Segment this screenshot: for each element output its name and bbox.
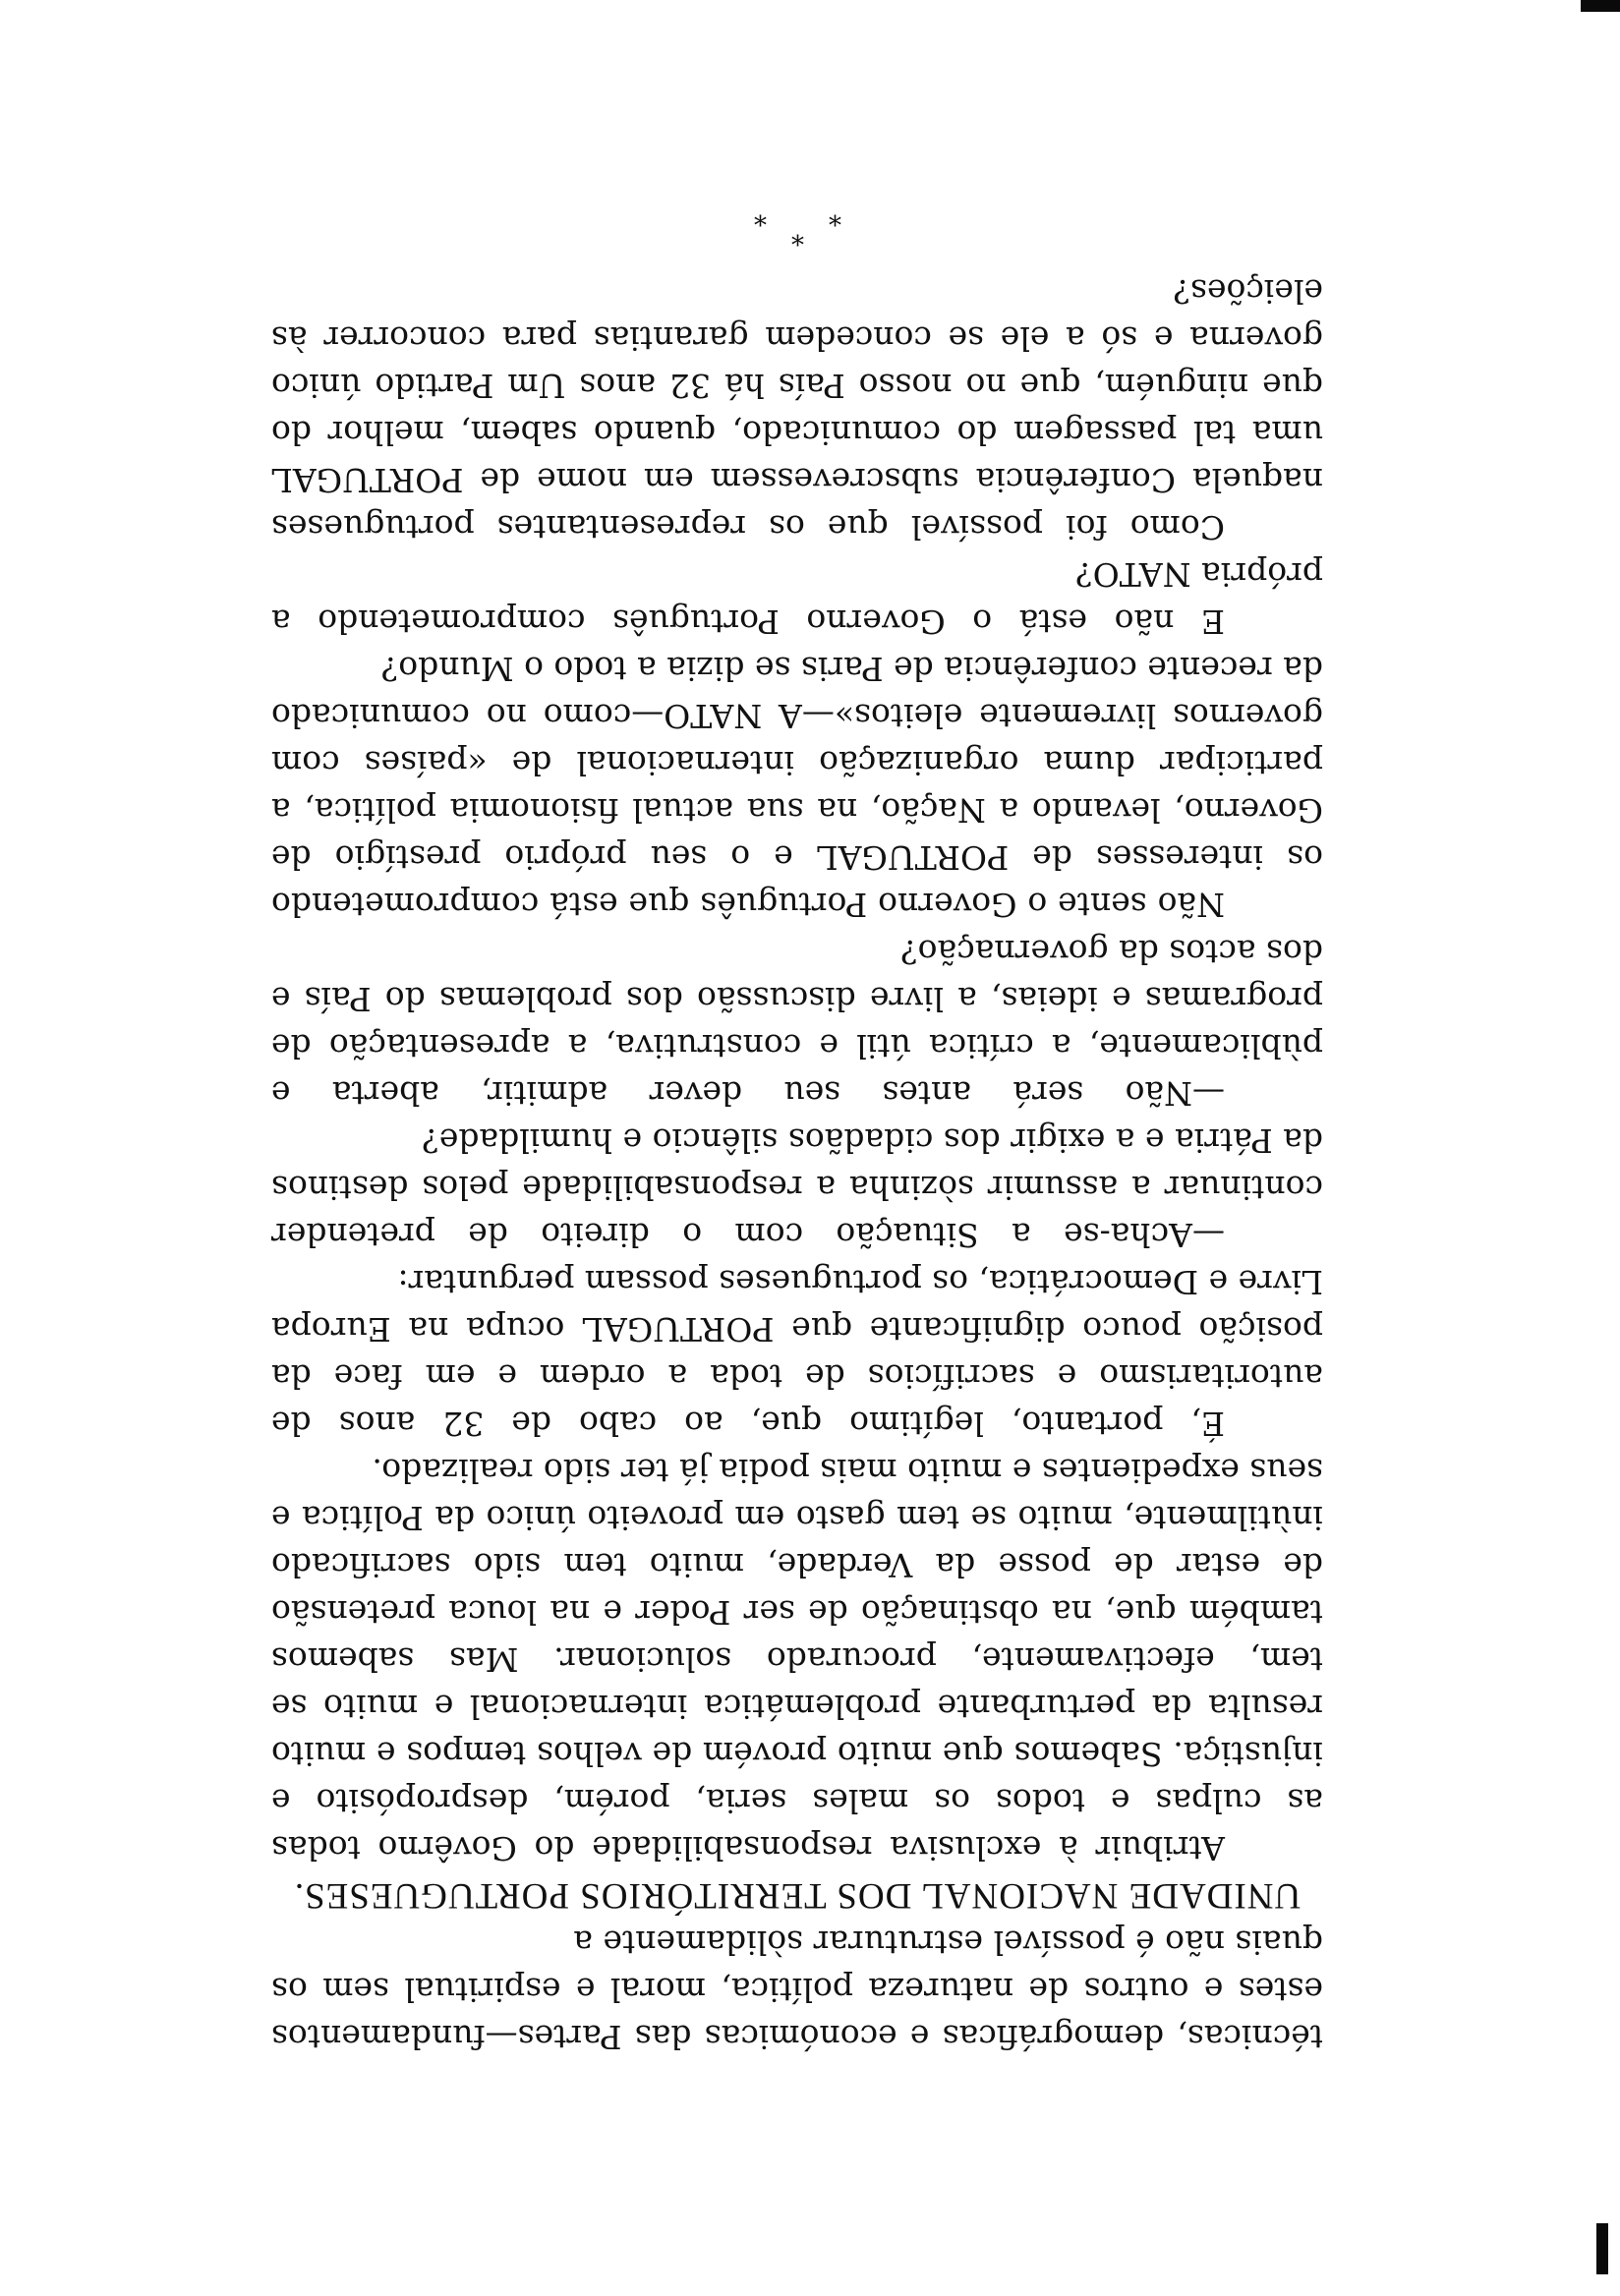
opening-fragment: técnicas, demográficas e económicas das Partes—fundamentos estes e outros de natureza política, moral e espiritual sem os quais não é possível estruturar sòlidamente a — [271, 1923, 1323, 2056]
paragraph-4: —Não será antes seu dever admitir, aberta e pùblicamente, a crítica útil e construtiva, a apresentação de programas e ideias, a livre discussão dos problemas do País e dos actos da governação? — [271, 933, 1323, 1113]
paragraph-5: Não sente o Governo Português que está comprometendo os interesses de PORTUGAL e o seu próprio prestígio de Governo, levando a Nação, na sua actual fisionomia política, a participar duma organização internacional de «países com governos livremente eleitos»—A NATO—como no comunicado da recente conferência de Paris se dizia a todo o Mundo? — [271, 650, 1323, 924]
separator-star: * — [754, 201, 767, 230]
paragraph-1: Atribuir à exclusiva responsabilidade do Govêrno todas as culpas e todos os males seria, porém, despropósito e injustiça. Sabemos que muito provém de velhos tempos e muito resulta da perturbante problemática internacional e muito se tem, efectivamente, procurado solucionar. Mas sabemos também que, na obstinação de ser Poder e na louca pretensão de estar de posse da Verdade, muito tem sido sacrificado inùtilmente, muito se tem gasto em proveito único da Política e seus expedientes e muito mais podia já ter sido realizado. — [271, 1452, 1323, 1867]
scan-edge-mark-bottom — [1596, 2223, 1608, 2274]
paragraph-2: É, portanto, legítimo que, ao cabo de 32 anos de autoritarismo e sacrifícios de toda a ordem e em face da posição pouco dignificante que PORTUGAL ocupa na Europa Livre e Democrática, os portugueses possam perguntar: — [271, 1263, 1323, 1443]
paragraph-3: —Acha-se a Situação com o direito de pretender continuar a assumir sòzinha a responsabilidade pelos destinos da Pátria e a exigir dos cidadãos silêncio e humildade? — [271, 1121, 1323, 1254]
paragraph-7: Como foi possível que os representantes portugueses naquela Conferência subscrevessem em nome de PORTUGAL uma tal passagem do comunicado, quando sabem, melhor do que ninguém, que no nosso País há 32 anos Um Partido único governa e só a ele se concedem garantias para concorrer às eleições? — [271, 272, 1323, 546]
scan-edge-mark-top — [1581, 0, 1620, 12]
paragraph-6: E não está o Governo Português comprometendo a própria NATO? — [271, 555, 1323, 641]
separator-star: * — [829, 201, 841, 230]
separator-star: * — [791, 220, 804, 250]
asterism-separator — [271, 165, 1323, 254]
section-heading: UNIDADE NACIONAL DOS TERRITÓRIOS PORTUGUESES. — [293, 1875, 1302, 1916]
document-text-block — [271, 201, 1323, 2060]
